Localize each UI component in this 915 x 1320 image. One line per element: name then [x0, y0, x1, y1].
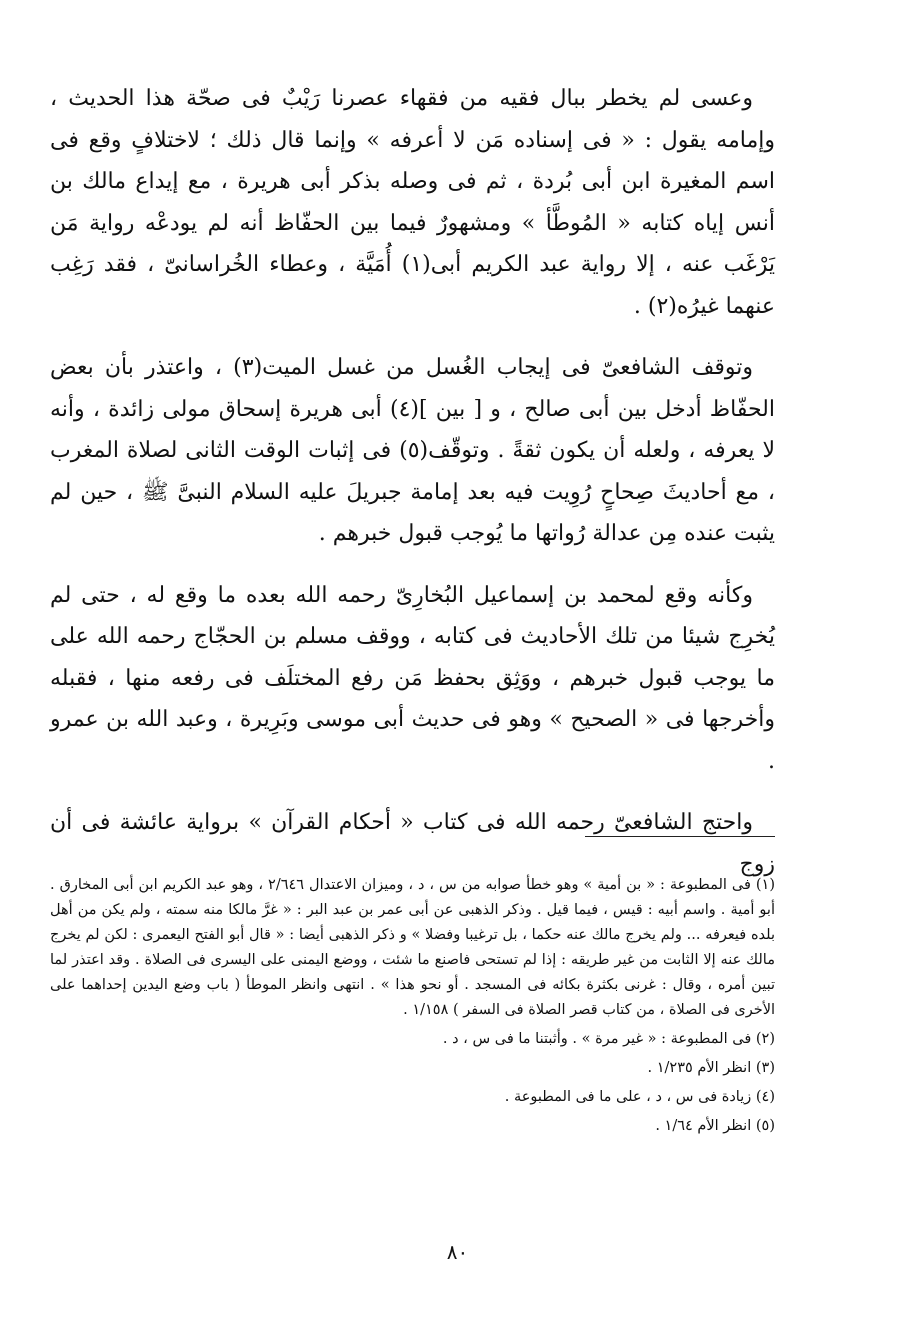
- footnote-2: (٢) فى المطبوعة : « غير مرة » . وأثبتنا ما فى س ، د .: [442, 1031, 775, 1047]
- footnotes: [50, 873, 775, 1143]
- paragraph-3: وكأنه وقع لمحمد بن إسماعيل البُخارِىّ رحمه الله بعده ما وقع له ، حتى لم يُخرِج شيئا من تلك الأحاديث فى كتابه ، ووقف مسلم بن الحجّاج رحمه الله على ما يوجب قبول خبرهم ، ووَثِق بحفظ مَن رفع المختلَف فى رفعه منها ، فقبله وأخرجها فى « الصحيح » وهو فى حديث أبى موسى وبَرِيرة ، وعبد الله بن عمرو .: [50, 582, 775, 774]
- footnote-separator: [585, 836, 775, 837]
- footnote-3: (٣) انظر الأم ١/٢٣٥ .: [647, 1060, 775, 1076]
- footnote-4: (٤) زيادة فى س ، د ، على ما فى المطبوعة .: [504, 1089, 775, 1105]
- paragraph-2: وتوقف الشافعىّ فى إيجاب الغُسل من غسل الميت(٣) ، واعتذر بأن بعض الحفّاظ أدخل بين أبى صالح ، و [ بين ](٤) أبى هريرة إسحاق مولى زائدة ، وأنه لا يعرفه ، ولعله أن يكون ثقةً . وتوقّف(٥) فى إثبات الوقت الثانى لصلاة المغرب ، مع أحاديثَ صِحاحٍ رُوِيت فيه بعد إمامة جبريلَ عليه السلام النبىَّ ﷺ ، حين لم يثبت عنده مِن عدالة رُواتها ما يُوجب قبول خبرهم .: [50, 355, 775, 546]
- paragraph-1: وعسى لم يخطر ببال فقيه من فقهاء عصرنا رَيْبٌ فى صحّة هذا الحديث ، وإمامه يقول : « فى إسناده مَن لا أعرفه » وإنما قال ذلك ؛ لاختلافٍ وقع فى اسم المغيرة ابن أبى بُردة ، ثم فى وصله بذكر أبى هريرة ، مع إيداع مالك بن أنس إياه كتابه « المُوطَّأ » ومشهورٌ فيما بين الحفّاظ أنه لم يودعْه رواية مَن يَرْغَب عنه ، إلا رواية عبد الكريم أبى(١) أُمَيَّة ، وعطاء الخُراسانىّ ، فقد رَغِب عنهما غيرُه(٢) .: [50, 86, 775, 319]
- footnote-5: (٥) انظر الأم ١/٦٤ .: [655, 1118, 775, 1134]
- footnote-1: (١) فى المطبوعة : « بن أمية » وهو خطأ صوابه من س ، د ، وميزان الاعتدال ٢/٦٤٦ ، وهو عبد الكريم ابن أبى المخارق . أبو أمية . واسم أبيه : قيس ، فيما قيل . وذكر الذهبى عن أبى عمر بن عبد البر : « غرَّ مالكا منه سمته ، ولم يكن من أهل بلده فيعرفه ... ولم يخرج مالك عنه حكما ، بل ترغيبا وفضلا » و ذكر الذهبى أيضا : « قال أبو الفتح اليعمرى : لكن لم يخرج مالك عنه إلا الثابت من غير طريقه : إذا لم تستحى فاصنع ما شئت ، ووضع اليمنى على اليسرى فى الصلاة . وقد اعتذر لما تبين أمره ، وقال : غرنى بكثرة بكائه فى المسجد . أو نحو هذا » . انتهى وانظر الموطأ ( باب وضع اليدين إحداهما على الأخرى فى الصلاة ، من كتاب قصر الصلاة فى السفر ) ١/١٥٨ .: [50, 877, 775, 1018]
- page-number: ٨٠: [446, 1240, 469, 1264]
- paragraph-4: واحتج الشافعىّ رحمه الله فى كتاب « أحكام القرآن » برواية عائشة فى أن زوج: [50, 810, 775, 877]
- main-text: [50, 78, 775, 905]
